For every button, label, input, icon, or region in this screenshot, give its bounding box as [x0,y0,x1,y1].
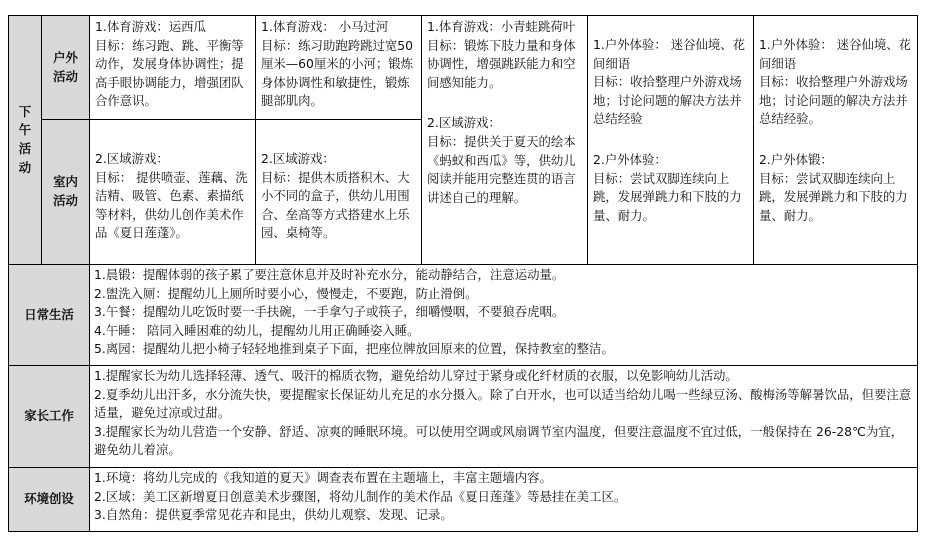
indoor-activity-header: 室内 活动 [42,120,90,265]
activity-title: 2.区域游戏： [95,151,169,166]
activity-title: 2.户外体验： [593,151,667,167]
list-item: 3.提醒家长为幼儿营造一个安静、舒适、凉爽的睡眠环境。可以使用空调或风扇调节室内温度，但要注意温度不宜过低，一般保持在 26-28℃为宜，避免幼儿着凉。 [94,423,904,458]
environment-content [90,468,918,532]
activity-goal: 目标： 提供喷壶、莲藕、洗洁精、吸管、色素、素描纸等材料，供幼儿创作美术作品《夏日莲蓬》。 [95,169,248,241]
list-item: 1.提醒家长为幼儿选择轻薄、透气、吸汗的棉质衣物，避免给幼儿穿过于紧身或化纤材质的衣服，以免影响幼儿活动。 [94,368,738,383]
list-item: 2.盥洗入厕：提醒幼儿上厕所时要小心，慢慢走，不要跑，防止滑倒。 [94,285,478,301]
activity-title: 1.户外体验： 迷谷仙境、花间细语 [593,37,746,71]
environment-header: 环境创设 [9,468,90,532]
daily-life-header: 日常生活 [9,265,90,366]
activity-goal: 目标：尝试双脚连续向上跳，发展弹跳力和下肢的力量、耐力。 [759,170,908,223]
list-item: 2.夏季幼儿出汗多，水分流失快，要提醒家长保证幼儿充足的水分摄入。除了白开水，也可以适当给幼儿喝一些绿豆汤、酸梅汤等解暑饮品，但要注意适量，避免过凉或过甜。 [94,386,912,421]
parents-work-row [9,366,918,468]
daily-life-row [9,265,918,366]
activity-goal: 目标：尝试双脚连续向上跳，发展弹跳力和下肢的力量、耐力。 [593,170,742,223]
day-cell-outdoor [256,16,422,120]
day-cell-indoor [90,120,256,265]
day-cell-merged [754,16,918,265]
day-cell-merged [588,16,754,265]
activity-goal: 目标：提供木质搭积木、大小不同的盒子，供幼儿用围合、垒高等方式搭建水上乐园、桌椅等。 [261,169,410,241]
day-cell-outdoor [90,16,256,120]
activity-title: 2.户外体锻： [759,151,833,167]
list-item: 1.晨锻：提醒体弱的孩子累了要注意休息并及时补充水分，能动静结合，注意运动量。 [94,267,565,282]
daily-life-content [90,265,918,366]
environment-row [9,468,918,532]
parents-work-content [90,366,918,468]
activity-goal: 目标：练习助跑跨跳过宽50厘米—60厘米的小河；锻炼身体协调性和敏捷性，锻炼腿部肌肉。 [261,37,414,109]
list-item: 2.区域：美工区新增夏日创意美术步骤图，将幼儿制作的美术作品《夏日莲蓬》等悬挂在美工区。 [94,488,627,504]
activity-goal: 目标：提供关于夏天的绘本《蚂蚁和西瓜》等，供幼儿阅读并能用完整连贯的语言讲述自己的理解。 [427,133,576,205]
activity-title: 1.体育游戏：运西瓜 [95,19,206,34]
activity-goal: 目标：锻炼下肢力量和身体协调性，增强跳跃能力和空间感知能力。 [427,37,576,90]
activity-goal: 目标：收拾整理户外游戏场地；讨论问题的解决方法并总结经验 [593,74,742,127]
day-cell-indoor [256,120,422,265]
list-item: 3.自然角：提供夏季常见花卉和昆虫，供幼儿观察、发现、记录。 [94,507,453,523]
outdoor-activity-header: 户外 活动 [42,16,90,120]
afternoon-header: 下 午 活 动 [9,16,42,265]
activity-title: 1.体育游戏：小青蛙跳荷叶 [427,19,576,34]
outdoor-row [9,16,918,120]
activity-title: 1.户外体验： 迷谷仙境、花间细语 [759,37,912,71]
list-item: 3.午餐：提醒幼儿吃饭时要一手扶碗，一手拿勺子或筷子，细嚼慢咽，不要狼吞虎咽。 [94,304,565,320]
parents-work-header: 家长工作 [9,366,90,468]
activity-goal: 目标：收拾整理户外游戏场地；讨论问题的解决方法并总结经验。 [759,74,908,127]
list-item: 4.午睡： 陪同入睡困难的幼儿，提醒幼儿用正确睡姿入睡。 [94,322,420,338]
day-cell-merged [422,16,588,265]
activity-title: 1.体育游戏： 小马过河 [261,19,389,34]
list-item: 5.离园：提醒幼儿把小椅子轻轻地推到桌子下面，把座位牌放回原来的位置，保持教室的整洁。 [94,341,614,357]
activity-goal: 目标：练习跑、跳、平衡等动作，发展身体协调性；提高手眼协调能力，增强团队合作意识。 [95,37,244,109]
list-item: 1.环境：将幼儿完成的《我知道的夏天》调查表布置在主题墙上，丰富主题墙内容。 [94,470,552,485]
activity-title: 2.区域游戏： [261,151,335,166]
weekly-activity-table [8,15,918,532]
activity-title: 2.区域游戏： [427,115,501,131]
